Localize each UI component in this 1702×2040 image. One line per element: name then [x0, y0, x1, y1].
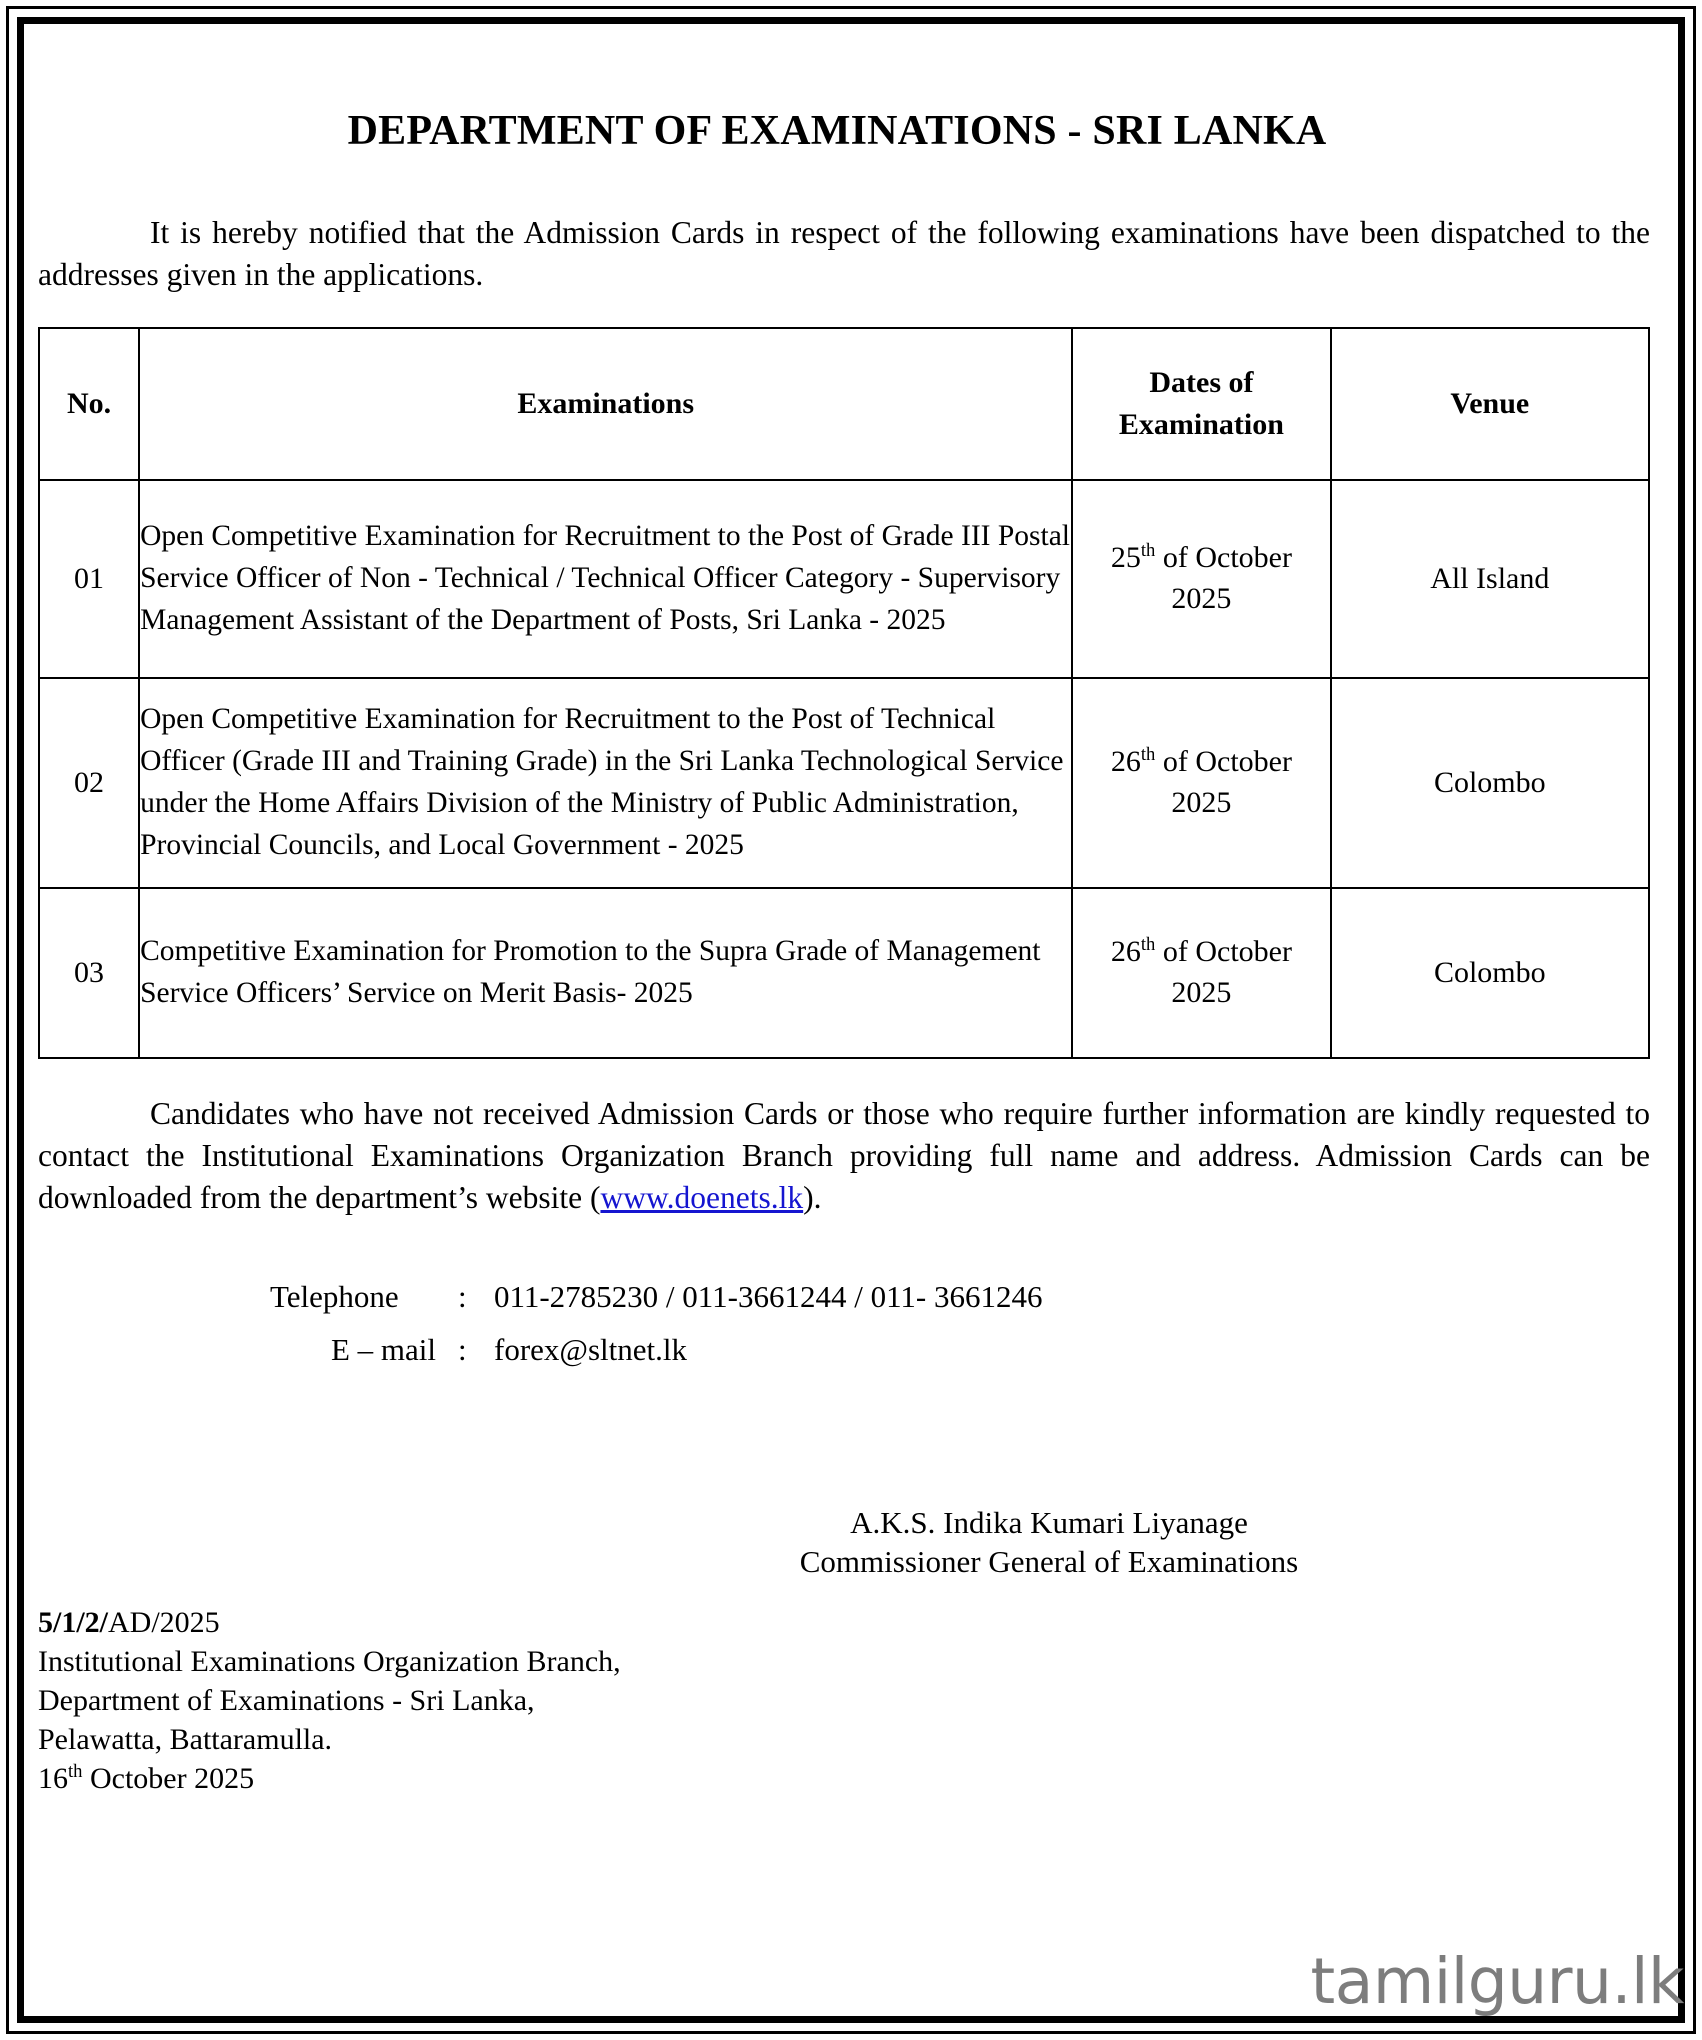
table-row: [39, 480, 1649, 678]
page-title: DEPARTMENT OF EXAMINATIONS - SRI LANKA: [347, 108, 1327, 154]
examinations-table-wrapper: [38, 327, 1650, 1059]
footer-address-block: [38, 1603, 1658, 1798]
contact-block: [270, 1278, 1658, 1367]
table-row: [39, 888, 1649, 1058]
row-number: 02: [39, 678, 139, 888]
doenets-website-link[interactable]: www.doenets.lk: [600, 1179, 804, 1215]
table-row: [39, 678, 1649, 888]
exam-date-year: 2025: [1171, 785, 1232, 819]
row-number: 03: [39, 888, 139, 1058]
row-examination-name: Open Competitive Examination for Recruitment to the Post of Technical Officer (Grade III and Training Grade) in the Sri Lanka Technological Service under the Home Affairs Division of the Ministry of Public Administration, Provincial Councils, and Local Government - 2025: [139, 678, 1072, 888]
telephone-label: Telephone: [270, 1278, 399, 1314]
reference-number-suffix: AD/2025: [108, 1605, 220, 1639]
table-body: [39, 480, 1649, 1058]
column-header-no: No.: [39, 328, 139, 480]
exam-date-month: of October: [1155, 935, 1292, 969]
telephone-colon: :: [458, 1278, 467, 1314]
telephone-value: 011-2785230 / 011-3661244 / 011- 3661246: [494, 1278, 1043, 1314]
address-line-1: Institutional Examinations Organization Branch,: [38, 1644, 621, 1678]
notice-text-before-link: Candidates who have not received Admission Cards or those who require further information are kindly requested to contact the Institutional Examinations Organization Branch providing full name and address. Admission Cards can be downloaded from the department’s website (: [38, 1095, 1650, 1215]
row-exam-date: [1072, 888, 1330, 1058]
address-line-3: Pelawatta, Battaramulla.: [38, 1722, 333, 1756]
exam-date-month: of October: [1155, 745, 1292, 779]
issue-date-day: 16: [38, 1761, 68, 1795]
exam-date-ordinal: th: [1140, 934, 1156, 956]
exam-date-day: 26: [1110, 745, 1141, 779]
document-body: [38, 30, 1658, 2010]
signatory-designation: Commissioner General of Examinations: [799, 1543, 1299, 1579]
row-venue: Colombo: [1331, 678, 1649, 888]
address-line-2: Department of Examinations - Sri Lanka,: [38, 1683, 535, 1717]
signatory-name: A.K.S. Indika Kumari Liyanage: [850, 1504, 1248, 1540]
row-exam-date: [1072, 480, 1330, 678]
issue-date-ordinal: th: [68, 1760, 83, 1782]
row-venue: All Island: [1331, 480, 1649, 678]
table-header: [39, 328, 1649, 480]
table-header-row: [39, 328, 1649, 480]
exam-date-day: 25: [1110, 541, 1141, 575]
column-header-examinations: Examinations: [139, 328, 1072, 480]
intro-paragraph: It is hereby notified that the Admission Cards in respect of the following examinations have been dispatched to the addresses given in the applications.: [38, 215, 1650, 292]
exam-date-year: 2025: [1171, 581, 1232, 615]
reference-number-prefix: 5/1/2/: [38, 1605, 109, 1639]
email-row: [270, 1331, 1658, 1367]
email-label: E – mail: [330, 1331, 436, 1367]
reference-number: [38, 1603, 1658, 1642]
column-header-dates-line1: Dates of: [1149, 365, 1254, 399]
exam-date-ordinal: th: [1140, 540, 1156, 562]
row-venue: Colombo: [1331, 888, 1649, 1058]
exam-date-year: 2025: [1171, 975, 1232, 1009]
column-header-venue: Venue: [1331, 328, 1649, 480]
examinations-table: [38, 327, 1650, 1059]
site-watermark: tamilguru.lk: [1310, 1945, 1684, 2018]
column-header-dates-line2: Examination: [1118, 407, 1284, 441]
email-value: forex@sltnet.lk: [494, 1331, 687, 1367]
row-number: 01: [39, 480, 139, 678]
exam-date-ordinal: th: [1140, 744, 1156, 766]
row-examination-name: Open Competitive Examination for Recruitment to the Post of Grade III Postal Service Officer of Non - Technical / Technical Officer Category - Supervisory Management Assistant of the Department of Posts, Sri Lanka - 2025: [139, 480, 1072, 678]
issue-date: [38, 1759, 1658, 1798]
notice-text-after-link: ).: [803, 1179, 822, 1215]
issue-date-month-year: October 2025: [82, 1761, 255, 1795]
signature-block: [38, 1503, 1658, 1581]
column-header-dates: [1072, 328, 1330, 480]
row-examination-name: Competitive Examination for Promotion to the Supra Grade of Management Service Officers’ Service on Merit Basis- 2025: [139, 888, 1072, 1058]
telephone-row: [270, 1278, 1658, 1314]
email-colon: :: [458, 1331, 467, 1367]
exam-date-day: 26: [1110, 935, 1141, 969]
row-exam-date: [1072, 678, 1330, 888]
exam-date-month: of October: [1155, 541, 1292, 575]
notice-paragraph: [38, 1093, 1650, 1219]
